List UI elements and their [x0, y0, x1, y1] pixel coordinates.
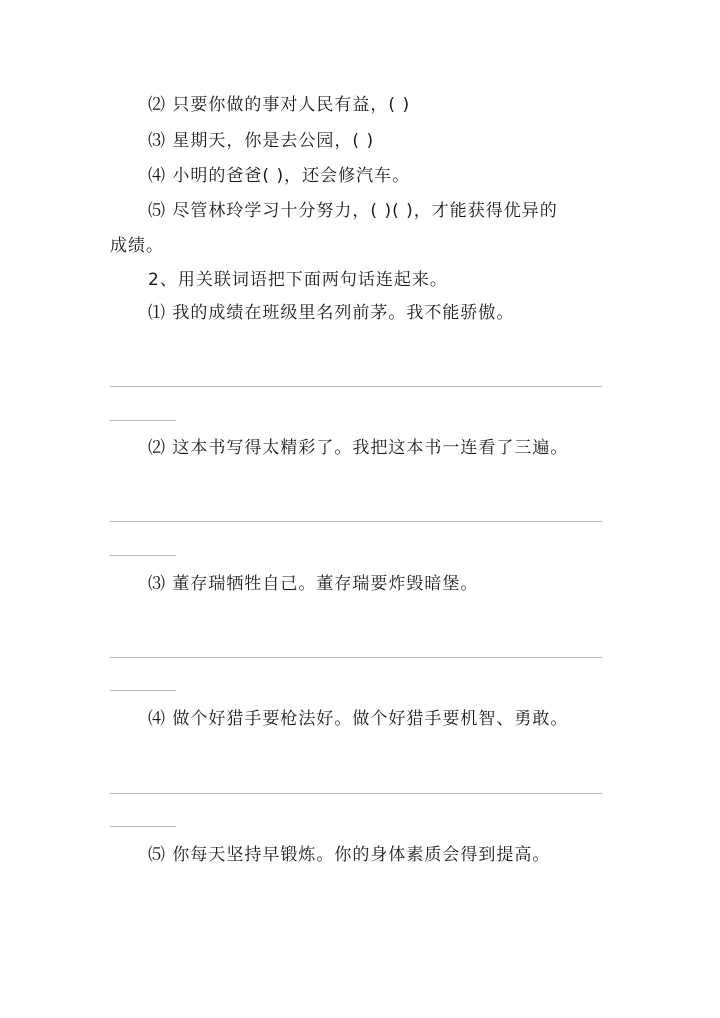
- fill-blank-item-5: ⑸ 尽管林玲学习十分努力，( )( )，才能获得优异的: [148, 201, 558, 221]
- fill-blank-item-2: ⑵ 只要你做的事对人民有益，( ): [148, 95, 411, 115]
- answer-line: [110, 521, 602, 522]
- answer-line-end: [110, 690, 176, 691]
- fill-blank-item-5-continuation: 成绩。: [110, 236, 164, 256]
- section-heading: 2、用关联词语把下面两句话连起来。: [148, 270, 448, 290]
- answer-line: [110, 793, 602, 794]
- answer-line-end: [110, 826, 176, 827]
- exercise-item-4: ⑷ 做个好猎手要枪法好。做个好猎手要机智、勇敢。: [148, 709, 569, 729]
- exercise-item-5: ⑸ 你每天坚持早锻炼。你的身体素质会得到提高。: [148, 845, 551, 865]
- exercise-item-2: ⑵ 这本书写得太精彩了。我把这本书一连看了三遍。: [148, 438, 569, 458]
- fill-blank-item-4: ⑷ 小明的爸爸( )，还会修汽车。: [148, 166, 411, 186]
- fill-blank-item-3: ⑶ 星期天，你是去公园，( ): [148, 131, 375, 151]
- exercise-item-1: ⑴ 我的成绩在班级里名列前茅。我不能骄傲。: [148, 303, 515, 323]
- answer-line: [110, 657, 602, 658]
- exercise-item-3: ⑶ 董存瑞牺牲自己。董存瑞要炸毁暗堡。: [148, 574, 479, 594]
- answer-line-end: [110, 555, 176, 556]
- answer-line: [110, 386, 602, 387]
- answer-line-end: [110, 420, 176, 421]
